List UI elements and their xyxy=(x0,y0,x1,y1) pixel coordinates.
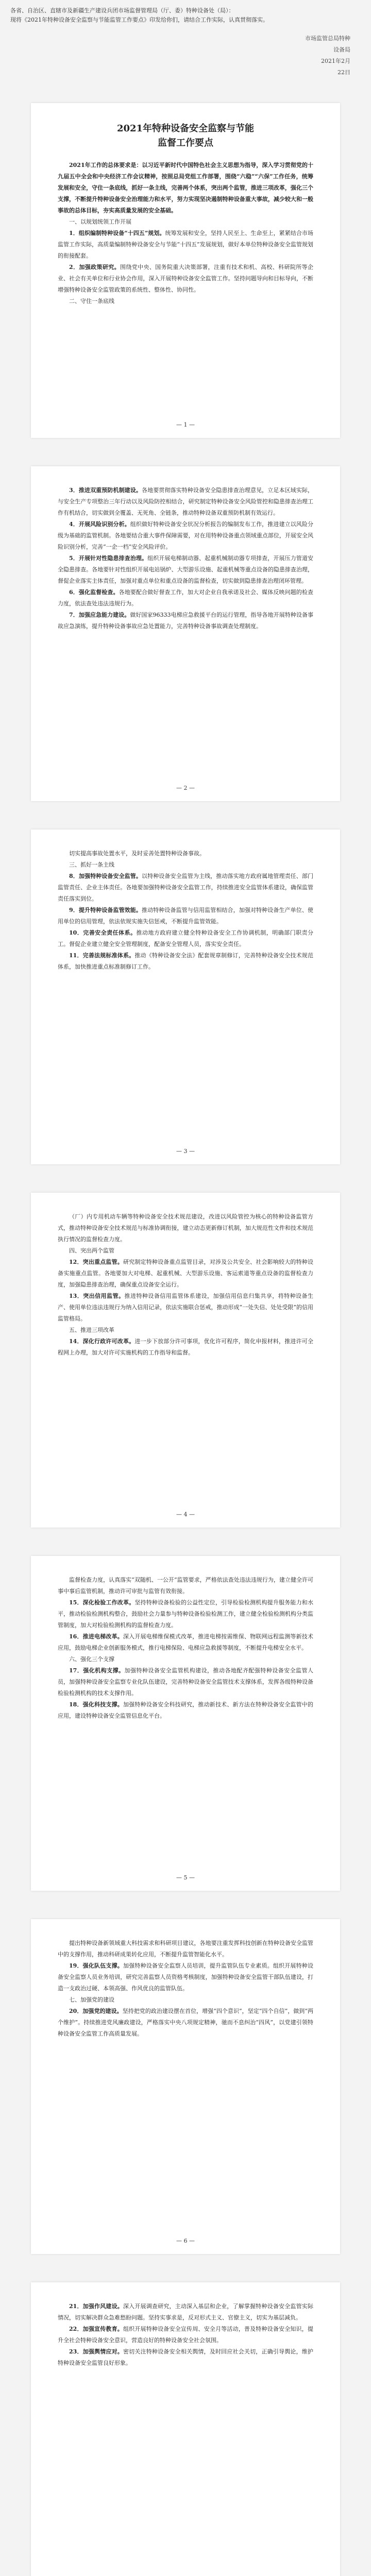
item-19-title: 19．强化队伍支撑。 xyxy=(69,1962,123,1969)
document-page-7 xyxy=(31,2282,340,2576)
item-3-title: 3．推进双重预防机制建设。 xyxy=(69,487,142,494)
page-number: — 2 — xyxy=(176,785,195,791)
section-heading-6: 六、强化三个支撑 xyxy=(69,1656,114,1663)
item-9-title: 9．提升特种设备监管效能。 xyxy=(69,907,142,913)
document-page-2 xyxy=(31,466,340,801)
item-12-text: 研究制定特种设备重点监管目录，对涉及公共安全、社会影响较大的特种设备实施重点监管。各地要加大对电梯、起重机械、大型游乐设施、客运索道等重点设备的监督检查力度，加强隐患排查治理，确保重点设备安全运行。 xyxy=(58,1259,313,1288)
item-12-title: 12．突出重点监管。 xyxy=(69,1259,123,1265)
section-heading-3: 三、抓好一条主线 xyxy=(69,861,114,868)
page-number: — 4 — xyxy=(176,1511,195,1518)
item-22-title: 22．加强宣传教育。 xyxy=(69,2326,123,2332)
continuation-text: 切实提高事故处置水平，及时妥善处置特种设备事故。 xyxy=(69,850,205,857)
item-14-title: 14．深化行政许可改革。 xyxy=(69,1338,135,1345)
document-title xyxy=(58,122,313,150)
item-5-text: 组织开展电梯制动器、起重机械制动器专项排查，开展压力管道安全隐患排查。各地要针对性组织开展电站锅炉、大型游乐设施、起重机械等重点设备的隐患排查治理，督促企业落实主体责任，加强对重点单位和重点设备的监督检查，切实做到隐患排查治理闭环管理。 xyxy=(58,555,314,584)
item-16-text: 深入开展电梯维保模式改革，推进电梯按需维保、物联网远程监测等新技术应用，鼓励电梯企业创新服务模式，推行电梯保险、电梯应急救援等制度，不断提升电梯安全水平。 xyxy=(58,1633,313,1651)
intro-text: 各省、自治区、直辖市及新疆生产建设兵团市场监督管理局（厅、委）特种设备处（局）： 现将《2021年特种设备安全监察与节能监管工作要点》印发给你们，请结合工作实际，认真贯彻落实。 xyxy=(10,7,268,23)
item-4-text: 组织做好特种设备安全状况分析报告的编制发布工作，推进建立以风险分级为基础的监管机制。各地要结合重大事件保障需要，对在用特种设备重点领域重点部位，开展安全风险识别分析，完善“一企一档”安全风险评价。 xyxy=(58,521,314,550)
item-4-title: 4．开展风险识别分析。 xyxy=(69,521,130,528)
item-13-title: 13．突出信用监管。 xyxy=(69,1293,125,1299)
item-23-title: 23．加强舆情应对。 xyxy=(69,2348,123,2355)
page-number: — 1 — xyxy=(176,421,195,428)
item-6-title: 6．强化监督检查。 xyxy=(69,589,119,596)
section-heading-4: 四、突出两个监管 xyxy=(69,1247,114,1254)
item-8-title: 8．加强特种设备安全监管。 xyxy=(69,873,142,879)
item-13-text: 推进特种设备信用监管体系建设，加强信用信息归集共享，将特种设备生产、使用单位违法违规行为纳入信用记录，依法实施联合惩戒，推动形成“一处失信、处处受限”的信用监管格局。 xyxy=(58,1293,313,1322)
item-2-text: 围绕党中央、国务院重大决策部署，注重有技术和机、高校、科研院所等企业、社会有关单位和行业协会作用，深入开展特种设备安全监管工作。坚持问题导向和目标导向，不断增强特种设备安全监管政策的系统性、整体性、协同性。 xyxy=(58,264,314,293)
section-heading-1: 一、以规划统领工作开展 xyxy=(69,218,131,225)
signature-date: 2021年2月 xyxy=(321,58,350,64)
item-6-text: 各地要配合做好督查工作，加大对企业自我承诺及社会、媒体反映问题的检查力度，依法查处违法违规行为。 xyxy=(58,589,314,607)
item-14-text: 进一步下放部分许可事项，优化许可程序，简化申报材料，推进许可全程网上办理，加大对许可实施机构的工作指导和监督。 xyxy=(58,1338,313,1356)
item-1-text: 统筹发展和安全，坚持人民至上、生命至上，紧紧结合市场监管工作实际，高质量编制特种设备安全与节能“十四五”发展规划，做好本单位特种设备安全监管规划的衔接配套。 xyxy=(58,230,313,259)
item-11-text: 推动《特种设备安全法》配套规章制修订，完善特种设备安全技术规范体系，加快推进重点标准制修订工作。 xyxy=(58,952,313,970)
document-page-1 xyxy=(31,103,340,438)
signature-org-2: 设备局 xyxy=(333,46,350,53)
item-15-title: 15．深化检验工作改革。 xyxy=(69,1599,135,1606)
title-line-2: 监督工作要点 xyxy=(158,138,213,148)
document-page-6 xyxy=(31,1919,340,2254)
item-11-title: 11．完善法规标准体系。 xyxy=(69,952,135,959)
section-heading-5: 五、推进三项改革 xyxy=(69,1327,114,1333)
continuation-text: 提出特种设备新领域重大科技需求和科研项目建议，各地要注重发挥科技创新在特种设备安全监管中的支撑作用，推动科研成果转化应用，不断提升监管智能化水平。 xyxy=(58,1940,313,1958)
page-number: — 3 — xyxy=(176,1148,195,1155)
document-page-5 xyxy=(31,1556,340,1891)
item-7-title: 7．加强应急能力建设。 xyxy=(69,612,130,618)
general-requirements: 2021年工作的总体要求是：以习近平新时代中国特色社会主义思想为指导，深入学习贯彻党的十九届五中全会和中央经济工作会议精神，按照总局党组工作部署，围绕“六稳”“六保”工作任务，统筹发展和安全，守住一条底线，抓好一条主线，完善两个体系，突出两个监管，推进三项改革，强化三个支撑，不断提升特种设备安全治理能力和水平，努力实现坚决遏制特种设备重大事故，减少较大和一般事故的总体目标，夯实高质量发展的安全基础。 xyxy=(58,162,313,214)
item-10-title: 10．完善安全责任体系。 xyxy=(69,929,137,936)
item-20-title: 20．加强党的建设。 xyxy=(69,2008,123,2014)
signature-day: 22日 xyxy=(338,69,350,76)
continuation-text: 监督检查力度，认真落实“双随机、一公开”监管要求，严格依法查处违法违规行为，建立健全许可事中事后监管机制，推动许可审批与监管有效衔接。 xyxy=(58,1577,313,1595)
item-5-title: 5．开展针对性隐患排查治理。 xyxy=(69,555,148,562)
signature-block xyxy=(0,25,371,78)
section-heading-2: 二、守住一条底线 xyxy=(69,298,114,304)
item-8-text: 以特种设备安全监管为主线，推动落实地方政府属地管理责任、部门监管责任、企业主体责任。各地要加强特种设备安全监管工作，持续推进安全监管体系建设，确保监管责任落实到位。 xyxy=(58,873,313,902)
item-21-title: 21．加强作风建设。 xyxy=(69,2303,123,2310)
item-16-title: 16．推进电梯改革。 xyxy=(69,1633,123,1640)
section-heading-7: 七、加强党的建设 xyxy=(69,1996,114,2003)
item-23-text: 密切关注特种设备安全相关舆情，及时回应社会关切，正确引导舆论，维护特种设备安全监管良好形象。 xyxy=(58,2348,313,2366)
item-2-title: 2．加强政策研究。 xyxy=(69,264,121,270)
item-18-text: 加强特种设备安全科技研究，推动新技术、新方法在特种设备安全监管中的应用，建设特种设备安全监管信息化平台。 xyxy=(58,1701,313,1719)
item-7-text: 做好国家96333电梯应急救援平台的运行管理，指导各地开展特种设备事故应急演练，提升特种设备事故应急处置能力，完善特种设备事故调查处理制度。 xyxy=(58,612,314,630)
item-19-text: 加强特种设备安全监察人员培训，提升监管队伍专业素质。组织开展特种设备安全监察人员业务培训，研究完善监察人员资格考核制度，加强特种设备安全监管干部队伍建设，打造一支政治过硬、本领高强、作风优良的监管队伍。 xyxy=(58,1962,313,1992)
document-page-3 xyxy=(31,829,340,1164)
continuation-text: （厂）内专用机动车辆等特种设备安全技术规范建设，改进以风险管控为核心的特种设备监管方式，推动特种设备安全技术规范与标准协调衔接，建立动态更新修订机制，加大规范性文件和技术规范执行情况的监督检查力度。 xyxy=(58,1213,313,1243)
item-20-text: 坚持把党的政治建设摆在首位，增强“四个意识”，坚定“四个自信”，做到“两个维护”。持续推进党风廉政建设，严格落实中央八项规定精神，驰而不息纠治“四风”，以党建引领特种设备安全监管工作高质量发展。 xyxy=(58,2008,313,2037)
item-17-title: 17．强化机构支撑。 xyxy=(69,1667,125,1674)
item-1-title: 1．组织编制特种设备“十四五”规划。 xyxy=(69,230,165,236)
page-number: — 6 — xyxy=(176,2238,195,2244)
item-15-text: 坚持特种设备检验的公益性定位，引导检验检测机构提升服务能力和水平，推动检验检测机构整合，鼓励社会力量参与特种设备检验检测工作，建立健全检验检测机构分类监管制度，加大对检验检测机构的监督检查力度。 xyxy=(58,1599,313,1629)
title-line-1: 2021年特种设备安全监察与节能 xyxy=(116,123,255,134)
item-10-text: 推动地方政府建立健全特种设备安全工作协调机制，明确部门职责分工。督促企业建立健全安全管理制度，配备安全管理人员，落实安全责任。 xyxy=(58,929,313,947)
item-9-text: 推动特种设备监管与信用监管相结合，加强对特种设备生产单位、使用单位的信用管理，依法依规实施失信惩戒，不断提升监管效能。 xyxy=(58,907,313,925)
item-3-text: 各地要贯彻落实特种设备安全隐患排查治理意见，立足本区域实际，与安全生产专项整治三年行动以及风险防控相结合，研究制定特种设备安全风险管控和隐患排查治理工作有机结合，切实做到全覆盖、无死角、全链条，推动特种设备双重预防机制有效运行。 xyxy=(58,487,313,516)
signature-org-1: 市场监管总局特种 xyxy=(305,35,350,42)
page-number: — 5 — xyxy=(176,1874,195,1881)
item-17-text: 加强特种设备安全监管机构建设，推动各地配齐配强特种设备安全监管人员，加强特种设备安全监察专业化队伍建设，完善特种设备安全监管技术支撑体系，发挥各级特种设备检验检测机构的技术支撑作用。 xyxy=(58,1667,313,1697)
item-22-text: 组织开展特种设备安全宣传周、安全月等活动，普及特种设备安全知识，提升全社会特种设备安全意识，营造良好的特种设备安全社会氛围。 xyxy=(58,2326,313,2344)
item-18-title: 18．强化科技支撑。 xyxy=(69,1701,123,1708)
item-21-text: 深入开展调查研究，主动深入基层和企业，了解掌握特种设备安全监管实际情况，切实解决群众急难愁盼问题。坚持实事求是，反对形式主义、官僚主义，切实为基层减负。 xyxy=(58,2303,313,2321)
document-page-4 xyxy=(31,1193,340,1528)
